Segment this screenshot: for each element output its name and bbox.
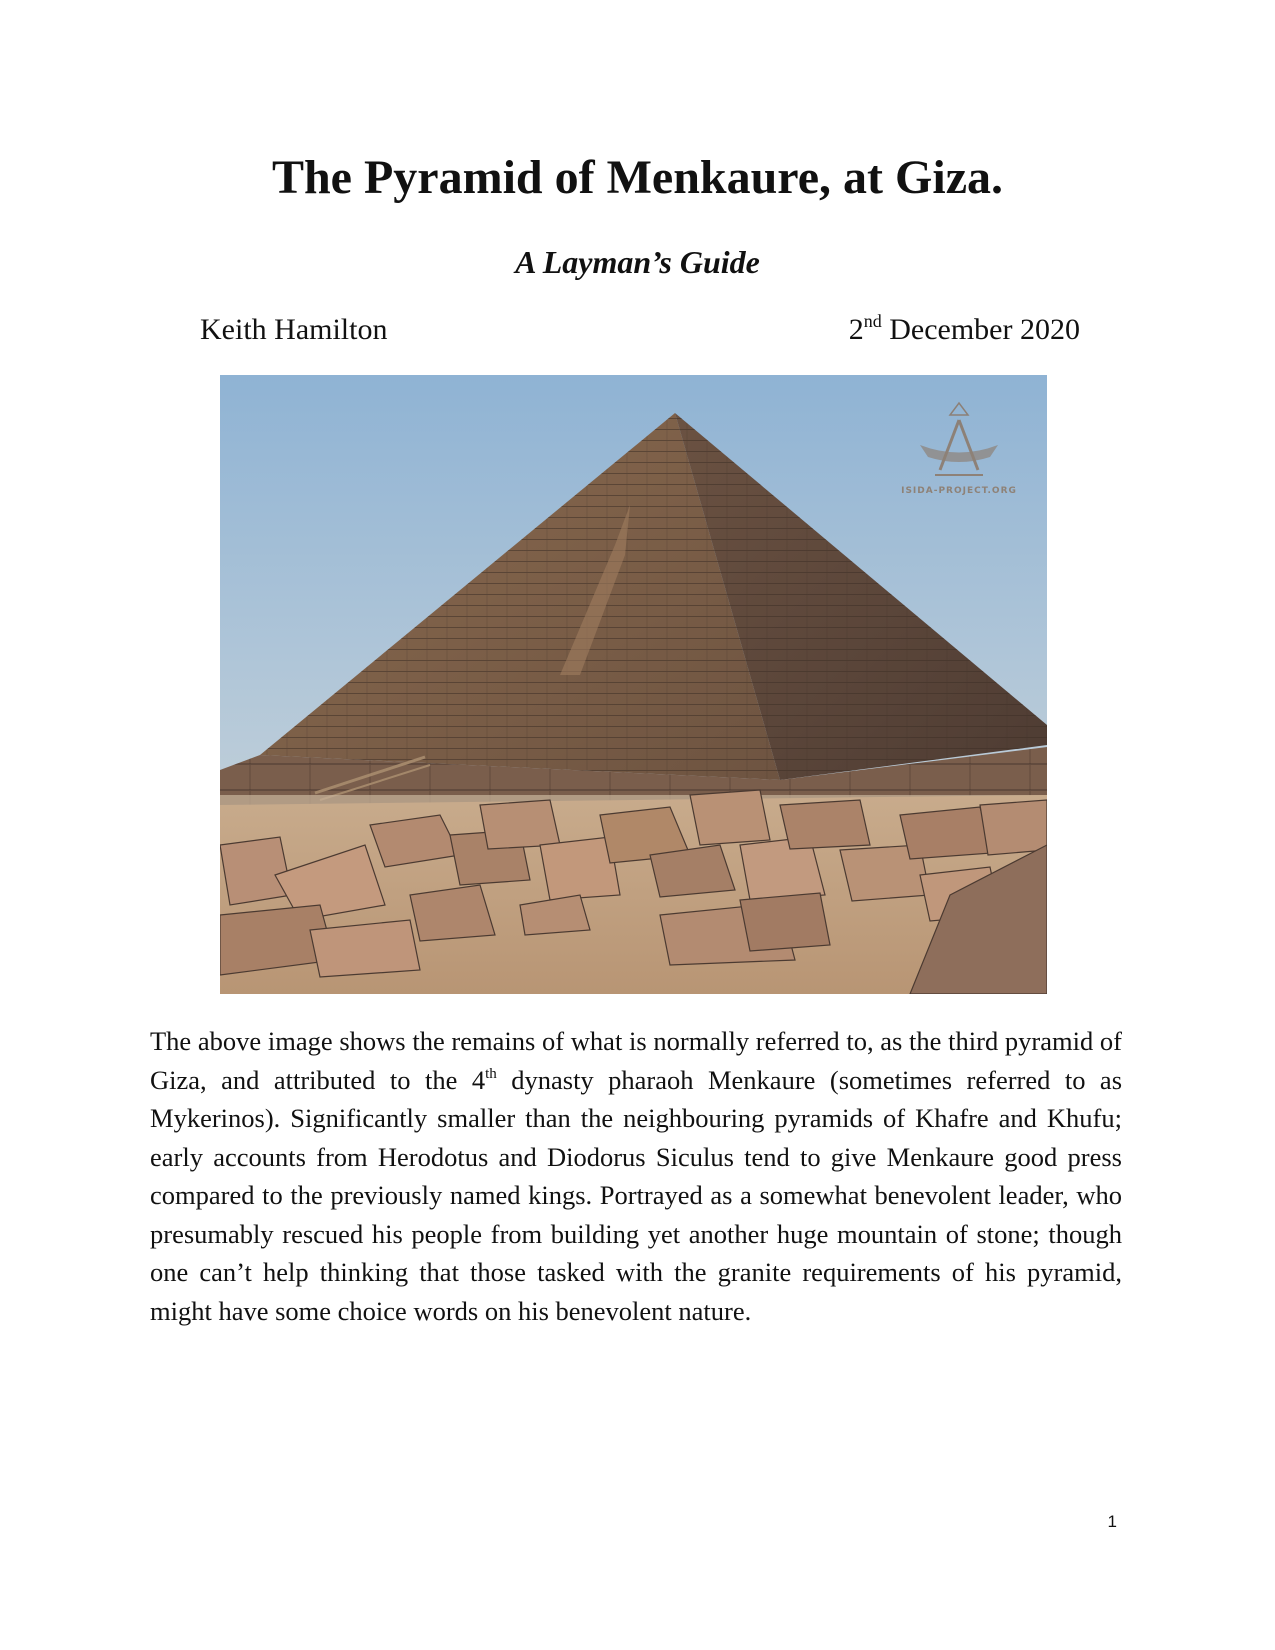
pyramid-photo: [220, 375, 1047, 994]
date-day-suffix: nd: [863, 311, 882, 331]
date-month-year: December 2020: [881, 313, 1080, 346]
document-date: [849, 310, 1080, 350]
document-subtitle: A Layman’s Guide: [515, 244, 760, 280]
date-day: 2: [848, 313, 864, 346]
paragraph-part-1: The above image shows the remains of what is normally referred to, as the third pyramid of Giza, and attributed to the 4: [150, 1026, 1122, 1095]
document-title: The Pyramid of Menkaure, at Giza.: [271, 151, 1004, 204]
body-paragraph: [150, 1022, 1122, 1330]
paragraph-part-2: dynasty pharaoh Menkaure (sometimes referred to as Mykerinos). Significantly smaller than the neighbouring pyramids of Khafre and Khufu; early accounts from Herodotus and Diodorus Siculus tend to give Menkaure good press compared to the previously named kings. Portrayed as a somewhat benevolent leader, who presumably rescued his people from building yet another huge mountain of stone; though one can’t help thinking that those tasked with the granite requirements of his pyramid, might have some choice words on his benevolent nature.: [150, 1064, 1123, 1326]
page-number: 1: [1107, 1512, 1117, 1531]
watermark-text: ISIDA-PROJECT.ORG: [901, 486, 1017, 496]
author-name: Keith Hamilton: [200, 313, 388, 346]
paragraph-superscript: th: [485, 1065, 497, 1082]
